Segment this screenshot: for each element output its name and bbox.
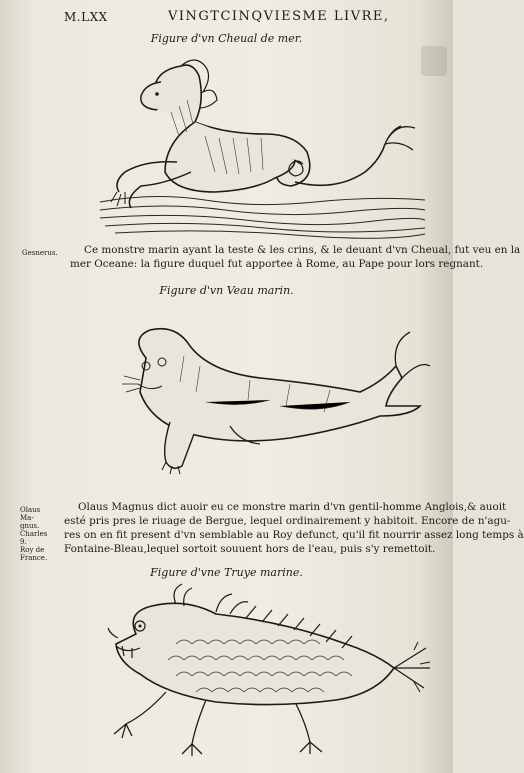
figure-caption-sea-sow: Figure d'vne Truye marine. — [150, 566, 303, 579]
figure-caption-sea-horse: Figure d'vn Cheual de mer. — [150, 32, 303, 45]
margin-note-line: Gesnerus. — [22, 249, 58, 257]
margin-note-line: Olaus Ma- — [20, 506, 41, 522]
margin-note-line: gnus. — [20, 522, 40, 530]
paragraph-sea-horse — [70, 243, 521, 271]
sea-horse-illustration — [95, 52, 430, 237]
figure-caption-seal: Figure d'vn Veau marin. — [159, 284, 294, 297]
sea-sow-illustration — [96, 584, 441, 764]
margin-note-line: Roy de — [20, 546, 45, 554]
sea-calf-illustration — [110, 322, 430, 482]
paragraph-line: Olaus Magnus dict auoir eu ce monstre marin d'vn gentil-homme Anglois,& auoit — [78, 501, 507, 513]
running-title: VINGTCINQVIESME LIVRE, — [168, 9, 390, 24]
margin-note-line: France. — [20, 554, 48, 562]
paragraph-line: res on en fit present d'vn semblable au Roy defunct, qu'il fit nourrir assez long temps à — [64, 529, 524, 541]
paragraph-line: Fontaine-Bleau,lequel sortoit souuent hors de l'eau, puis s'y remettoit. — [64, 543, 436, 555]
folio-number: M.LXX — [64, 10, 108, 24]
paragraph-line: esté pris pres le riuage de Bergue, lequel ordinairement y habitoit. Encore de n'agu- — [64, 515, 511, 527]
margin-note-gesnerus — [22, 249, 58, 257]
page-header — [0, 8, 453, 28]
margin-note-line: Charles 9. — [20, 530, 48, 546]
paragraph-sea-calf — [64, 500, 524, 556]
paragraph-line: mer Oceane: la figure duquel fut apportee à Rome, au Pape pour lors regnant. — [70, 258, 484, 270]
paragraph-line: Ce monstre marin ayant la teste & les crins, & le deuant d'vn Cheual, fut veu en la — [84, 244, 521, 256]
margin-note-olaus — [20, 506, 56, 562]
